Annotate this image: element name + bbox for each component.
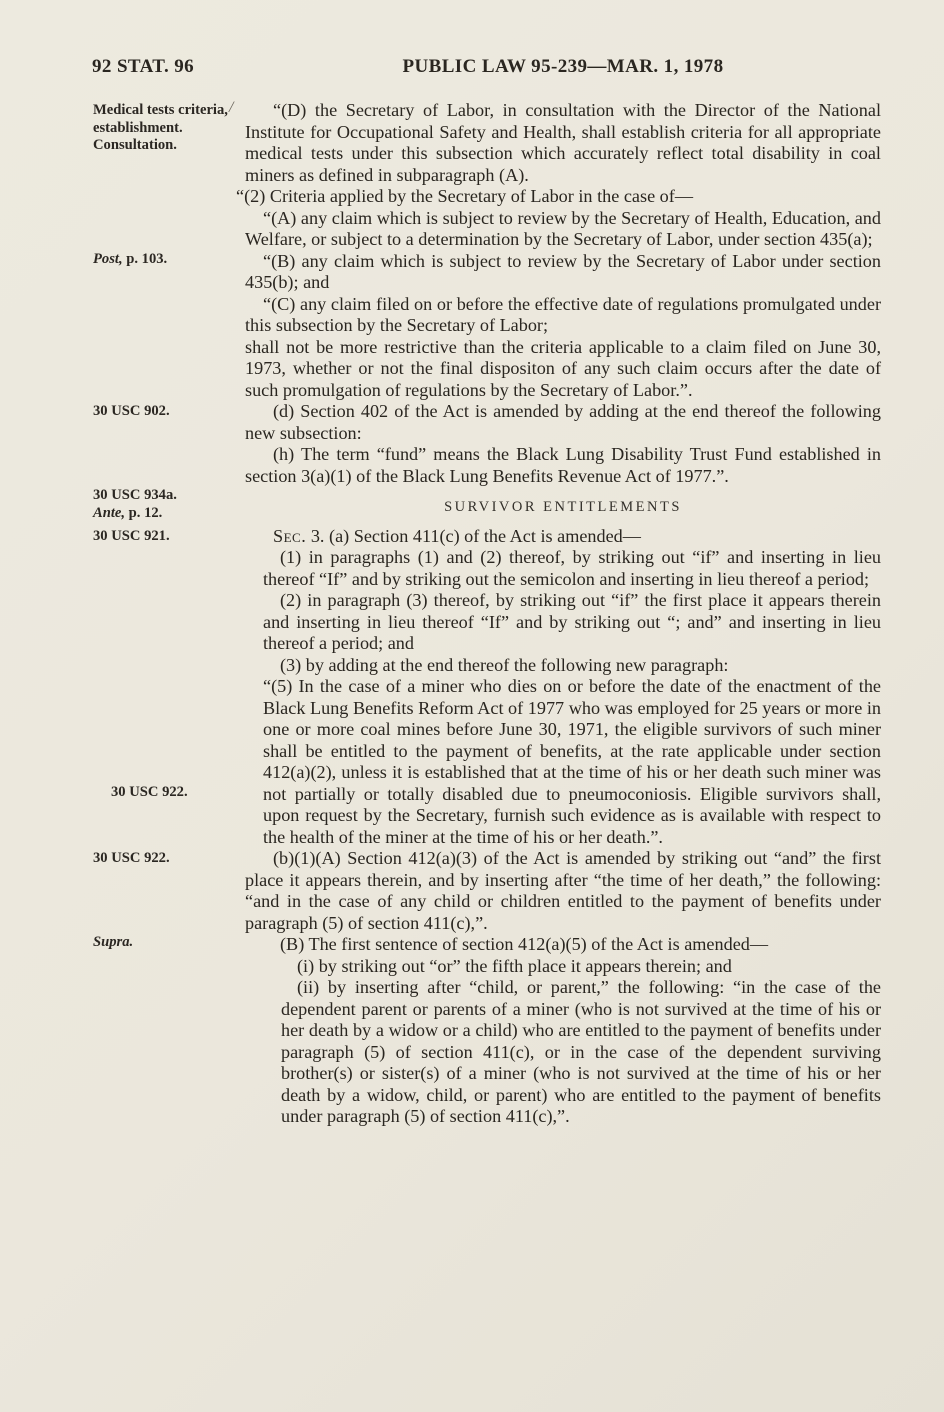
pencil-tick-mark: / bbox=[229, 99, 234, 116]
clause-1 bbox=[263, 547, 881, 590]
sec3-smallcaps-label: Sec. bbox=[273, 525, 307, 546]
paragraph-shall-not bbox=[245, 337, 881, 402]
paragraph-sec3-text: 3. (a) Section 411(c) of the Act is amended— bbox=[306, 525, 641, 546]
paragraph-2-text: “(2) Criteria applied by the Secretary of Labor in the case of— bbox=[236, 186, 694, 206]
paragraph-5-miner-text: “(5) In the case of a miner who dies on or before the date of the enactment of the Black Lung Benefits Reform Act of 1977 who was employed for 25 years or more in one or more coal mines before June 30, 1971, the eligible survivors of such miner shall be entitled to the payment of benefits, at the rate applicable under section 412(a)(2), unless it is established that at the time of his or her death such miner was not partially or totally disabled due to pneumoconiosis. Eligible survivors shall, upon request by the Secretary, furnish such evidence as is available with respect to the health of the miner at the time of his or her death.”. bbox=[263, 676, 881, 847]
paragraph-2 bbox=[236, 186, 881, 208]
paragraph-D-text: “(D) the Secretary of Labor, in consultation with the Director of the National Institute for Occupational Safety and Health, shall establish criteria for all appropriate medical tests under this subsection which accurately reflect total disability in coal miners as defined in subparagraph (A). bbox=[245, 100, 881, 185]
subparagraph-2A-text: “(A) any claim which is subject to review by the Secretary of Health, Education, and Welfare, or subject to a determination by the Secretary of Labor, under section 435(a); bbox=[245, 207, 881, 249]
margin-note-usc922-second: 30 USC 922. bbox=[93, 850, 170, 866]
clause-3 bbox=[263, 655, 881, 677]
paragraph-5-miner bbox=[111, 676, 881, 848]
paragraph-B bbox=[263, 934, 881, 956]
margin-note-usc902: 30 USC 902. bbox=[93, 403, 170, 419]
section-heading-survivor-entitlements: SURVIVOR ENTITLEMENTS bbox=[444, 499, 682, 515]
clause-2-text: (2) in paragraph (3) thereof, by striking out “if” the first place it appears therein and inserting in lieu thereof “If” and by striking out “; and” and inserting in lieu thereof a period; and bbox=[263, 590, 881, 653]
clause-ii bbox=[281, 977, 881, 1128]
margin-note-ante-italic: Ante, bbox=[93, 505, 126, 521]
margin-note-usc921: 30 USC 921. bbox=[93, 527, 170, 544]
paragraph-sec3 bbox=[93, 525, 881, 548]
subparagraph-2A bbox=[93, 207, 881, 267]
paragraph-h-fund-text: (h) The term “fund” means the Black Lung Disability Trust Fund established in section 3(a)(1) of the Black Lung Benefits Revenue Act of 1977.”. bbox=[245, 444, 881, 486]
margin-note-supra-italic: Supra. bbox=[93, 934, 134, 950]
public-law-header: PUBLIC LAW 95-239—MAR. 1, 1978 bbox=[402, 56, 724, 77]
margin-note-post-p103 bbox=[93, 251, 235, 269]
clause-i-text: (i) by striking out “or” the fifth place it appears therein; and bbox=[297, 955, 732, 976]
margin-note-usc934a: 30 USC 934a. bbox=[93, 487, 177, 503]
clause-ii-text: (ii) by inserting after “child, or parent,” the following: “in the case of the dependent parent or parents of a miner (who is not survived at the time of his or her death by a widow or a child) who are entitled to the payment of benefits under paragraph (5) of section 411(c), or in the case of the dependent surviving brother(s) or sister(s) of a miner (who is not survived at the time of his or her death by a widow, child, or parent) who are entitled to the payment of benefits under paragraph (5) of section 411(c),”. bbox=[281, 977, 881, 1126]
clause-3-text: (3) by adding at the end thereof the following new paragraph: bbox=[280, 654, 729, 675]
body-column bbox=[93, 99, 881, 1128]
clause-i bbox=[281, 956, 881, 978]
margin-note-medical-tests: Medical tests criteria, establishment. Consultation. bbox=[93, 102, 228, 154]
subparagraph-2C bbox=[245, 294, 881, 337]
paragraph-D bbox=[93, 99, 881, 186]
margin-note-usc922-first: 30 USC 922. bbox=[111, 784, 188, 800]
subparagraph-2C-text: “(C) any claim filed on or before the effective date of regulations promulgated under this subsection by the Secretary of Labor; bbox=[245, 293, 881, 335]
stat-page-number: 92 STAT. 96 bbox=[92, 56, 195, 77]
margin-note-supra bbox=[93, 934, 235, 952]
subparagraph-2B bbox=[245, 251, 881, 294]
clause-2 bbox=[263, 590, 881, 655]
margin-note-post-rest: p. 103. bbox=[122, 250, 168, 267]
paragraph-d-amendment-text: (d) Section 402 of the Act is amended by adding at the end thereof the following new subsection: bbox=[245, 401, 881, 443]
clause-1-text: (1) in paragraphs (1) and (2) thereof, by striking out “if” and inserting in lieu thereof “If” and by striking out the semicolon and inserting in lieu thereof a period; bbox=[263, 547, 881, 589]
margin-note-ante-rest: p. 12. bbox=[125, 505, 163, 521]
margin-note-ante-p12 bbox=[93, 505, 235, 523]
paragraph-d-amendment bbox=[93, 401, 881, 444]
subparagraph-2B-text: “(B) any claim which is subject to review by the Secretary of Labor under section 435(b); and bbox=[245, 250, 881, 292]
paragraph-B-text: (B) The first sentence of section 412(a)(5) of the Act is amended— bbox=[280, 934, 769, 954]
margin-note-post-italic: Post, bbox=[93, 250, 123, 267]
paragraph-shall-not-text: shall not be more restrictive than the criteria applicable to a claim filed on June 30, 1973, whether or not the final dispositon of any such claim occurs after the date of such promulgation of regulations by the Secretary of Labor.”. bbox=[245, 336, 881, 400]
paragraph-b1A-text: (b)(1)(A) Section 412(a)(3) of the Act is amended by striking out “and” the first place it appears therein, and by inserting after “the time of her death,” the following: “and in the case of any child or children entitled to the payment of benefits under paragraph (5) of section 411(c),”. bbox=[245, 848, 881, 933]
